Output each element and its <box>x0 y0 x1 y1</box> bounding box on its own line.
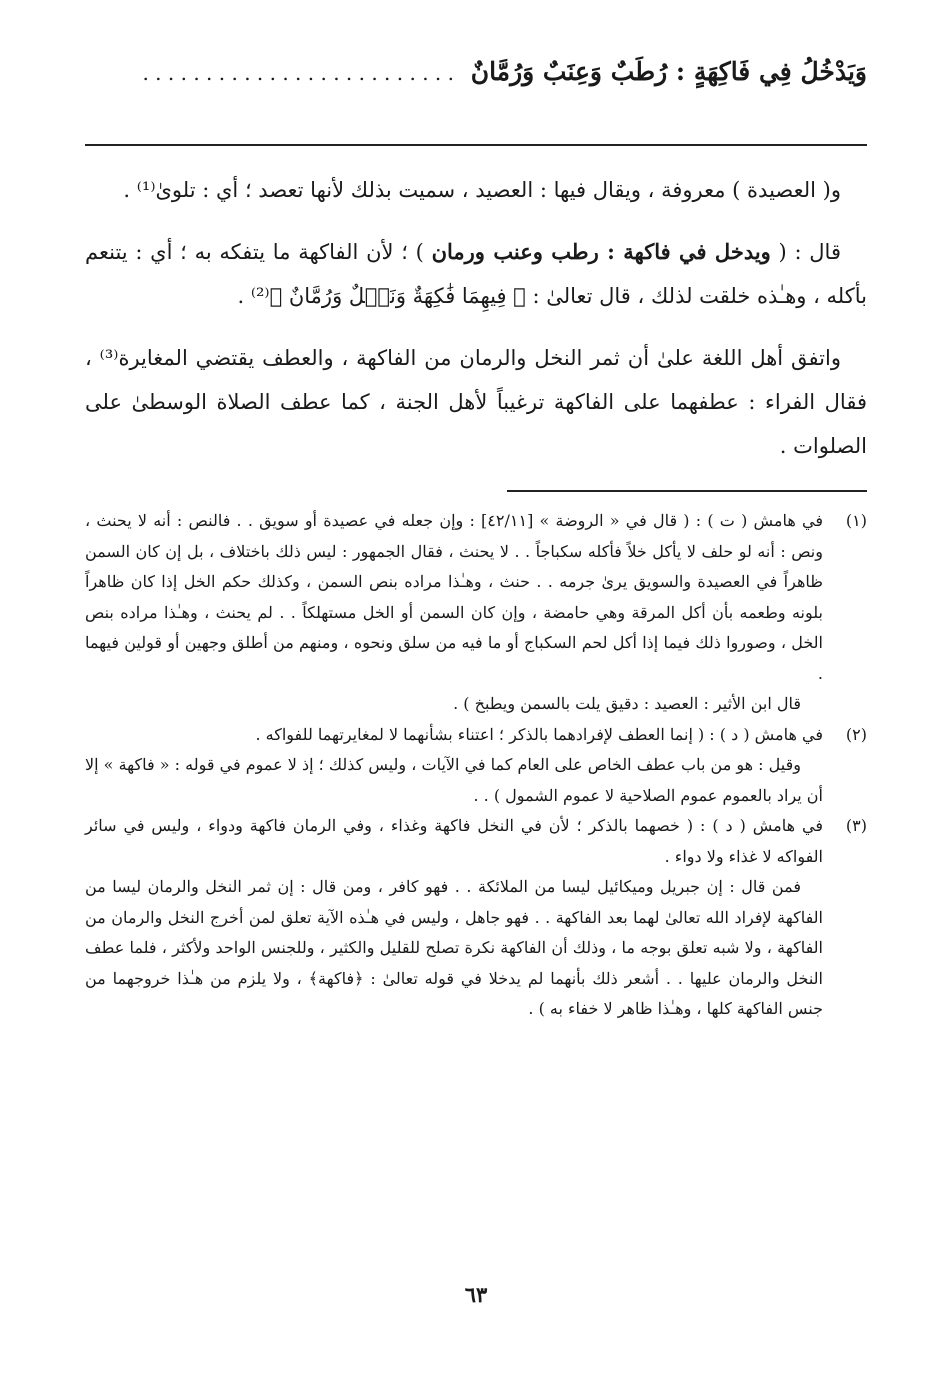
paragraph-2-matn: ويدخل في فاكهة : رطب وعنب ورمان <box>431 239 771 264</box>
footnote-2 <box>85 720 867 812</box>
paragraph-1: و( العصيدة ) معروفة ، ويقال فيها : العصيد ، سميت بذلك لأنها تعصد ؛ أي : تلوىٰ⁽¹⁾ . <box>123 178 841 202</box>
footnote-number: (١) <box>845 511 867 530</box>
paragraph-3: واتفق أهل اللغة علىٰ أن ثمر النخل والرمان من الفاكهة ، والعطف يقتضي المغايرة⁽³⁾ ، فقال الفراء : عطفهما على الفاكهة ترغيباً لأهل الجنة ، كما عطف الصلاة الوسطىٰ على الصلوات . <box>85 346 867 458</box>
paragraph-2-rest: ) ؛ لأن الفاكهة ما يتفكه به ؛ أي : يتنعم بأكله ، وهـٰذه خلقت لذلك ، قال تعالىٰ : ﴿ فِيهِمَا فَٰكِهَةٌ وَنَخۡلٌ وَرُمَّانٌ ﴾⁽²⁾ . <box>85 240 867 308</box>
page-number: ٦٣ <box>464 1282 488 1307</box>
main-text <box>85 168 867 468</box>
paragraph-2 <box>85 230 867 318</box>
footnote-body <box>85 811 823 1025</box>
book-page <box>85 50 867 1350</box>
footnote-number: (٢) <box>845 724 867 744</box>
running-header <box>85 50 867 94</box>
footnote-3 <box>85 811 867 1025</box>
footnote-paragraph: قال ابن الأثير : العصيد : دقيق يلت بالسمن ويطبخ ) . <box>453 694 801 713</box>
footnote-1 <box>85 506 867 720</box>
footnote-body <box>85 720 823 812</box>
running-header-dots: . . . . . . . . . . . . . . . . . . . . . . . . . <box>142 61 454 85</box>
footnotes <box>85 506 867 1025</box>
paragraph-2-lead: قال : ( <box>770 240 841 264</box>
running-header-title: وَيَدْخُلُ فِي فَاكِهَةٍ : رُطَبٌ وَعِنَبٌ وَرُمَّانٌ <box>470 57 867 86</box>
footnote-rule <box>507 490 867 492</box>
footnote-paragraph: في هامش ( د ) : ( إنما العطف لإفرادهما بالذكر ؛ اعتناء بشأنهما لا لمغايرتهما للفواكه . <box>255 724 823 744</box>
header-rule <box>85 144 867 146</box>
footnote-number: (٣) <box>845 816 867 835</box>
footnote-body <box>85 506 823 720</box>
footnote-paragraph: وقيل : هو من باب عطف الخاص على العام كما في الآيات ، وليس كذلك ؛ إذ لا عموم في قوله : « فاكهة » إلا أن يراد بالعموم عموم الصلاحية لا عموم الشمول ) . . <box>85 755 823 805</box>
footnote-paragraph: فمن قال : إن جبريل وميكائيل ليسا من الملائكة . . فهو كافر ، ومن قال : إن ثمر النخل والرمان ليسا من الفاكهة لإفراد الله تعالىٰ لهما بعد الفاكهة . . فهو جاهل ، وليس في هـٰذه الآية تعلق لمن أخرج النخل والرمان من الفاكهة ، ولا شبه تعلق بوجه ما ، وذلك أن الفاكهة نكرة تصلح للقليل والكثير ، وللجنس الواحد ولأكثر ، فلما عطف النخل والرمان عليها . . أشعر ذلك بأنهما لم يدخلا في قوله تعالىٰ : ﴿فاكهة﴾ ، ولا يلزم من هـٰذا خروجهما من جنس الفاكهة كلها ، وهـٰذا ظاهر لا خفاء به ) . <box>85 877 824 1018</box>
footnote-paragraph: في هامش ( د ) : ( خصهما بالذكر ؛ لأن في النخل فاكهة وغذاء ، وفي الرمان فاكهة ودواء ، وليس في سائر الفواكه لا غذاء ولا دواء . <box>85 816 823 866</box>
footnote-paragraph: في هامش ( ت ) : ( قال في « الروضة » [٤٢/١١] : وإن جعله في عصيدة أو سويق . . فالنص : أنه لا يحنث ، ونص : أنه لو حلف لا يأكل خلاً فأكله سكباجاً . . لا يحنث ، فقال الجمهور : ليس ذلك باختلاف ، بل إن كان السمن ظاهراً في العصيدة والسويق يرىٰ جرمه . . حنث ، وهـٰذا مراده بنص السمن ، وكذلك حكم الخل إذا كان ظاهراً بلونه وطعمه بأن أكل المرقة وهي حامضة ، وإن كان السمن أو الخل مستهلكاً . . لم يحنث ، وهـٰذا مراده بنص الخل ، وصوروا ذلك فيما إذا أكل لحم السكباج أو ما فيه من سلق ونحوه ، ومنهم من أطلق وجهين أو قولين فيهما . <box>85 511 824 683</box>
